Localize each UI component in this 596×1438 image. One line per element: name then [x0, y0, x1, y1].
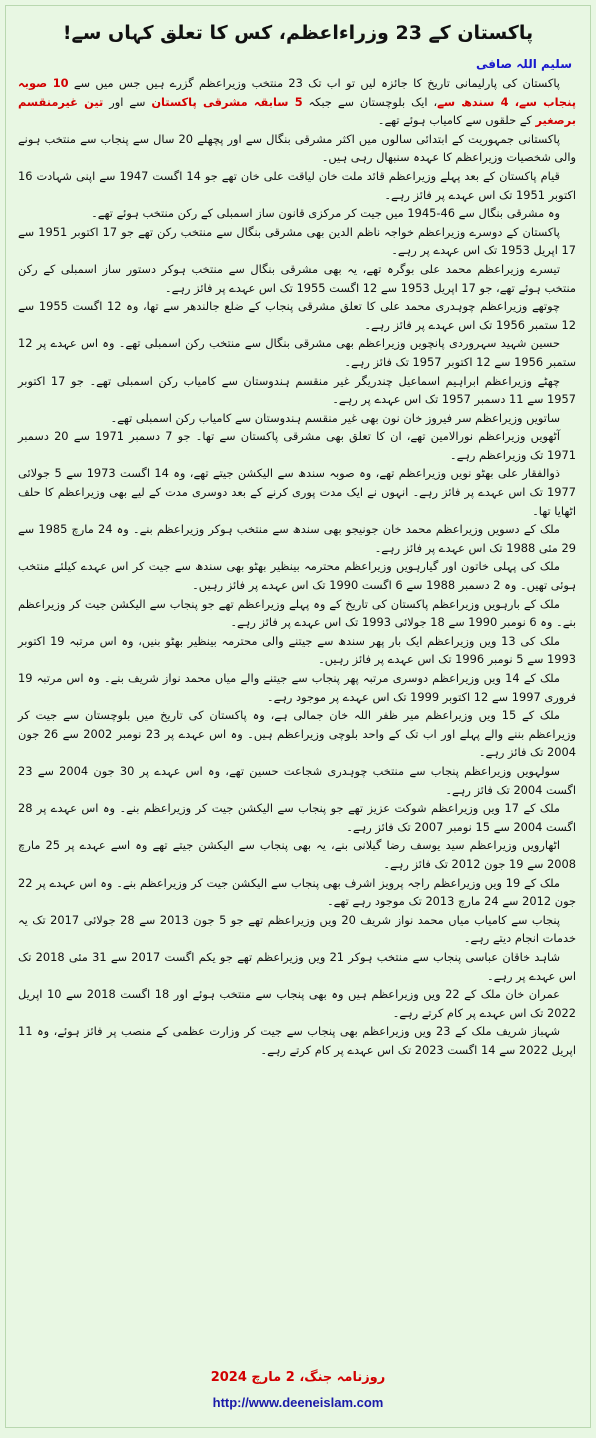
paragraph: ملک کے دسویں وزیراعظم محمد خان جونیجو بھی سندھ سے منتخب ہوکر وزیراعظم بنے۔ وہ 24 مارچ 1985 سے 29 مئی 1988 تک اس عہدے پر فائز رہے۔ [18, 522, 576, 555]
paragraph: پنجاب سے کامیاب میاں محمد نواز شریف 20 ویں وزیراعظم تھے جو 5 جون 2013 سے 28 جولائی 2017 تک یہ خدمات انجام دیتے رہے۔ [18, 912, 576, 946]
paragraph: ملک کے بارہویں وزیراعظم پاکستان کی تاریخ کے وہ پہلے وزیراعظم تھے جو پنجاب سے الیکشن جیت کر وزیراعظم بنے۔ وہ 6 نومبر 1990 سے 18 جولائی 1993 تک اس عہدے پر فائز رہے۔ [18, 596, 576, 630]
intro-text: کے حلقوں سے کامیاب ہوئے تھے۔ [377, 113, 536, 128]
paragraph: آٹھویں وزیراعظم نورالامین تھے، ان کا تعلق بھی مشرقی پاکستان سے تھا۔ جو 7 دسمبر 1971 سے 20 دسمبر 1971 تک وزیراعظم رہے۔ [18, 429, 576, 462]
source-credit: روزنامہ جنگ، 2 مارچ 2024 [210, 1370, 386, 1385]
highlight-punjab: 10 صوبہ پنجاب سے، [18, 76, 576, 109]
paragraph: سولہویں وزیراعظم پنجاب سے منتخب چوہدری شجاعت حسین تھے، وہ اس عہدے پر 30 جون 2004 سے 23 اگست 2004 تک فائز رہے۔ [18, 763, 576, 797]
intro-text: ، ایک بلوچستان سے جبکہ [302, 94, 438, 109]
paragraph: شہباز شریف ملک کے 23 ویں وزیراعظم بھی پنجاب سے جیت کر وزارت عظمی کے منصب پر فائز ہوئے، وہ 11 اپریل 2022 سے 14 اگست 2023 تک اس عہدے پر کام کرتے رہے۔ [18, 1024, 576, 1057]
paragraph: شاہد خاقان عباسی پنجاب سے منتخب ہوکر 21 ویں وزیراعظم تھے جو یکم اگست 2017 سے 31 مئی 2018 تک اس عہدے پر رہے۔ [18, 949, 576, 983]
paragraph: چوتھے وزیراعظم چوہدری محمد علی کا تعلق مشرقی پنجاب کے ضلع جالندھر سے تھا، وہ 12 اگست 1955 سے 12 ستمبر 1956 تک اس عہدے پر فائز رہے۔ [18, 299, 576, 332]
paragraph: ساتویں وزیراعظم سر فیروز خان نون بھی غیر منقسم ہندوستان سے کامیاب رکن اسمبلی تھے۔ [110, 410, 560, 425]
intro-paragraph [18, 74, 576, 130]
highlight-sindh: 4 سندھ سے [437, 94, 515, 109]
paragraph: ذوالفقار علی بھٹو نویں وزیراعظم تھے، وہ صوبہ سندھ سے الیکشن جیتے تھے، وہ 14 اگست 1973 سے 5 جولائی 1977 تک اس عہدے پر فائز رہے۔ انہوں نے ایک مدت پوری کرنے کے بعد دوسری مدت کے لیے بھی وزیراعظم کا حلف اٹھایا تھا۔ [18, 466, 576, 518]
paragraph: پاکستان کے دوسرے وزیراعظم خواجہ ناظم الدین بھی مشرقی بنگال سے منتخب رکن تھے جو 17 اکتوبر 1951 سے 17 اپریل 1953 تک اس عہدے پر رہے۔ [18, 224, 576, 258]
highlight-undivided: تین غیرمنقسم برصغیر [18, 94, 576, 128]
intro-text: پاکستان کی پارلیمانی تاریخ کا جائزہ لیں تو اب تک 23 منتخب وزیراعظم گزرے ہیں جس میں سے [68, 76, 560, 90]
paragraph: اٹھارویں وزیراعظم سید یوسف رضا گیلانی بنے، یہ بھی پنجاب سے الیکشن جیتے تھے وہ اسے عہدے پر 25 مارچ 2008 سے 19 جون 2012 تک فائز رہے۔ [18, 838, 576, 871]
paragraph: پاکستانی جمہوریت کے ابتدائی سالوں میں اکثر مشرقی بنگال سے اور پچھلے 20 سال سے پنجاب سے منتخب ہونے والی شخصیات وزیراعظم کا عہدہ سنبھال رہی ہیں۔ [18, 131, 576, 165]
paragraph: تیسرے وزیراعظم محمد علی بوگرہ تھے، یہ بھی مشرقی بنگال سے منتخب ہوکر دستور ساز اسمبلی کے رکن منتخب ہوئے تھے، جو 17 اپریل 1953 سے 12 اگست 1955 تک اس عہدے پر فائز رہے۔ [18, 261, 576, 295]
author-name: سلیم اللہ صافی [475, 57, 572, 71]
paragraph: وہ مشرقی بنگال سے 46-1945 میں جیت کر مرکزی قانون ساز اسمبلی کے رکن منتخب ہوئے تھے۔ [91, 206, 560, 221]
paragraph: ملک کی پہلی خاتون اور گیارہویں وزیراعظم محترمہ بینظیر بھٹو بھی سندھ سے جیت کر اس عہدے کیلئے منتخب ہوئی تھیں۔ وہ 2 دسمبر 1988 سے 6 اگست 1990 تک اس عہدے پر فائز رہیں۔ [18, 559, 576, 593]
paragraph: ملک کی 13 ویں وزیراعظم ایک بار پھر سندھ سے جیتنے والی محترمہ بینظیر بھٹو بنیں، وہ اس مرتبہ 19 اکتوبر 1993 سے 5 نومبر 1996 تک اس عہدے پر فائز رہیں۔ [18, 633, 576, 667]
website-link[interactable]: http://www.deeneislam.com [212, 1395, 384, 1410]
article-title: پاکستان کے 23 وزراءاعظم، کس کا تعلق کہاں سے! [62, 22, 534, 44]
article-body [6, 72, 590, 1059]
intro-text: سے اور [103, 94, 152, 109]
paragraph: ملک کے 14 ویں وزیراعظم دوسری مرتبہ پھر پنجاب سے جیتنے والے میاں محمد نواز شریف بنے۔ وہ اس مرتبہ 19 فروری 1997 سے 12 اکتوبر 1999 تک اس عہدے پر موجود رہے۔ [18, 671, 576, 704]
paragraph: قیام پاکستان کے بعد پہلے وزیراعظم قائد ملت خان لیاقت علی خان تھے جو 14 اگست 1947 سے اپنی شہادت 16 اکتوبر 1951 تک اس عہدے پر فائز رہے۔ [18, 168, 576, 202]
footer [6, 1369, 590, 1413]
highlight-east-pakistan: 5 سابقہ مشرقی پاکستان [151, 94, 303, 109]
article-page [5, 5, 591, 1428]
paragraph: ملک کے 17 ویں وزیراعظم شوکت عزیز تھے جو پنجاب سے الیکشن جیت کر وزیراعظم بنے۔ وہ اس عہدے پر 28 اگست 2004 سے 15 نومبر 2007 تک فائز رہے۔ [18, 801, 576, 834]
paragraph: ملک کے 15 ویں وزیراعظم میر ظفر اللہ خان جمالی ہے، وہ پاکستان کی تاریخ میں بلوچستان سے جیت کر وزیراعظم بننے والے پہلے اور اب تک کے واحد بلوچی وزیراعظم ہیں۔ وہ اس عہدے پر 23 نومبر 2002 سے 26 جون 2004 تک فائز رہے۔ [18, 708, 576, 760]
paragraph: حسین شہید سہروردی پانچویں وزیراعظم بھی مشرقی بنگال سے منتخب رکن اسمبلی تھے۔ وہ اس عہدے پر 12 ستمبر 1956 سے 12 اکتوبر 1957 تک فائز رہے۔ [18, 336, 576, 369]
paragraph: عمران خان ملک کے 22 ویں وزیراعظم ہیں وہ بھی پنجاب سے منتخب ہوئے اور 18 اگست 2018 سے 10 اپریل 2022 تک اس عہدے پر کام کرتے رہے۔ [18, 987, 576, 1020]
paragraph: چھٹے وزیراعظم ابراہیم اسماعیل چندریگر غیر منقسم ہندوستان سے کامیاب رکن اسمبلی تھے۔ جو 17 اکتوبر 1957 سے 11 دسمبر 1957 تک اس عہدے پر رہے۔ [18, 373, 576, 407]
paragraph: ملک کے 19 ویں وزیراعظم راجہ پرویز اشرف بھی پنجاب سے الیکشن جیت کر وزیراعظم بنے۔ وہ اس عہدے پر 22 جون 2012 سے 24 مارچ 2013 تک موجود رہے تھے۔ [18, 875, 576, 909]
